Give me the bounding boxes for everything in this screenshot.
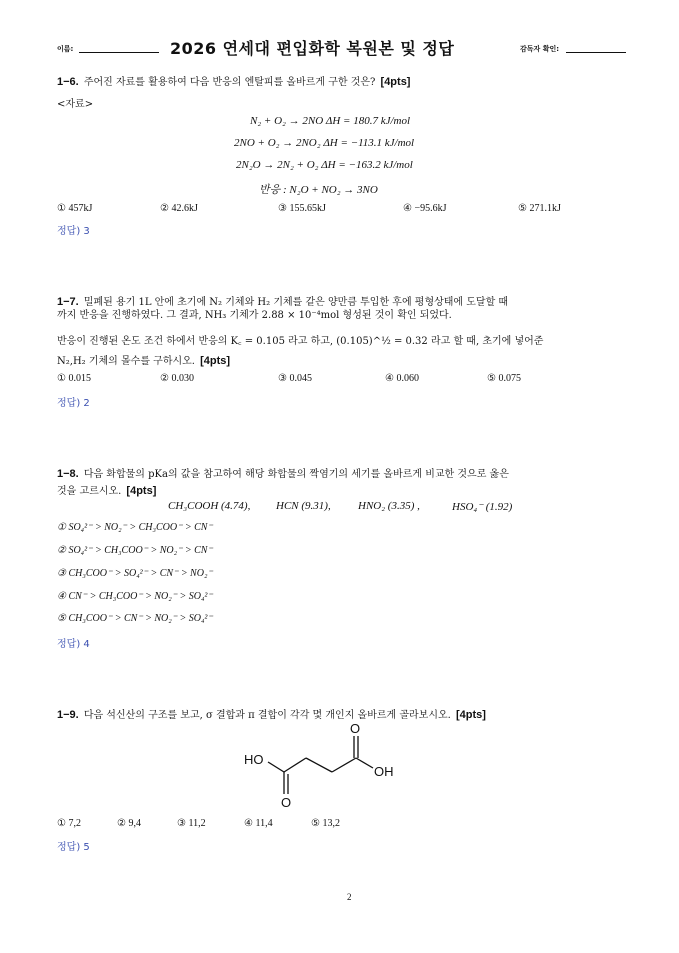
choice-5: ⑤ 13,2: [311, 818, 340, 829]
hydroxyl-label-right: OH: [374, 764, 394, 779]
choice-1: ① 7,2: [57, 818, 81, 829]
choice-1: ① 457kJ: [57, 203, 93, 214]
question-text: N₂,H₂ 기체의 몰수를 구하시오.: [57, 356, 195, 367]
points: [4pts]: [380, 76, 411, 88]
bond-lines: [268, 736, 373, 794]
question-number: 1−8.: [57, 468, 79, 480]
bond: [268, 762, 284, 772]
choice-4: ④ 0.060: [385, 373, 419, 384]
carbonyl-oxygen-top: O: [350, 721, 361, 736]
name-blank: [79, 52, 159, 53]
compound-1: CH₃COOH (4.74),: [168, 500, 251, 512]
bond: [356, 758, 373, 768]
question-text: 것을 고르시오.: [57, 486, 122, 497]
compound-3: HNO₂ (3.35) ,: [358, 500, 420, 512]
choice-5: ⑤ CH₃COO⁻ > CN⁻ > NO₂⁻ > SO₄²⁻: [57, 613, 213, 624]
question-7-line-2: 까지 반응을 진행하였다. 그 결과, NH₃ 기체가 2.88 × 10⁻⁴mol 형성된 것이 확인 되었다.: [57, 310, 452, 321]
answer: 정답) 2: [57, 398, 90, 409]
compound-4: HSO₄⁻ (1.92): [452, 501, 513, 513]
page-title: 2026 연세대 편입화학 복원본 및 정답: [170, 39, 455, 58]
choice-3: ③ CH₃COO⁻ > SO₄²⁻ > CN⁻ > NO₂⁻: [57, 568, 213, 579]
succinic-acid-structure: [236, 718, 416, 810]
choice-3: ③ 155.65kJ: [278, 203, 326, 214]
data-label: <자료>: [57, 99, 94, 110]
equation-1: N₂ + O₂ → 2NO ΔH = 180.7 kJ/mol: [250, 115, 411, 127]
question-text: 주어진 자료를 활용하여 다음 반응의 엔탈피를 올바르게 구한 것은?: [83, 77, 376, 88]
choice-3: ③ 0.045: [278, 373, 312, 384]
target-reaction: 반응 : N₂O + NO₂ → 3NO: [259, 184, 378, 196]
choice-2: ② 42.6kJ: [160, 203, 198, 214]
question-text: 다음 석신산의 구조를 보고, σ 결합과 π 결합이 각각 몇 개인지 올바르게 골라보시오.: [83, 710, 451, 721]
equation-3: 2N₂O → 2N₂ + O₂ ΔH = −163.2 kJ/mol: [236, 159, 413, 171]
choice-2: ② 0.030: [160, 373, 194, 384]
choice-5: ⑤ 0.075: [487, 373, 521, 384]
hydroxyl-label-left: HO: [244, 752, 264, 767]
choice-3: ③ 11,2: [177, 818, 206, 829]
question-7-line-4: [57, 349, 230, 368]
choice-1: ① SO₄²⁻ > NO₂⁻ > CH₃COO⁻ > CN⁻: [57, 522, 213, 533]
points: [4pts]: [455, 709, 486, 721]
choice-4: ④ 11,4: [244, 818, 273, 829]
question-text: 밀폐된 용기 1L 안에 초기에 N₂ 기체와 H₂ 기체를 같은 양만큼 투입한 후에 평형상태에 도달할 때: [83, 297, 509, 308]
question-number: 1−7.: [57, 296, 79, 308]
name-label: 이름:: [57, 45, 74, 53]
answer: 정답) 4: [57, 639, 90, 650]
question-8-line-2: [57, 479, 156, 498]
bond: [306, 758, 332, 772]
choice-2: ② 9,4: [117, 818, 141, 829]
carbonyl-oxygen-bottom: O: [281, 795, 292, 810]
supervisor-blank: [566, 52, 626, 53]
question-number: 1−9.: [57, 709, 79, 721]
choice-4: ④ CN⁻ > CH₃COO⁻ > NO₂⁻ > SO₄²⁻: [57, 591, 213, 602]
choice-1: ① 0.015: [57, 373, 91, 384]
answer: 정답) 5: [57, 842, 90, 853]
compound-2: HCN (9.31),: [276, 500, 331, 512]
answer: 정답) 3: [57, 226, 90, 237]
question-6-prompt: [57, 70, 410, 89]
bond: [284, 758, 306, 772]
question-number: 1−6.: [57, 76, 79, 88]
points: [4pts]: [126, 485, 157, 497]
points: [4pts]: [200, 355, 231, 367]
question-7-line-3: 반응이 진행된 온도 조건 하에서 반응의 K꜀ = 0.105 라고 하고, (0.105)^½ = 0.32 라고 할 때, 초기에 넣어준: [57, 336, 544, 347]
equation-2: 2NO + O₂ → 2NO₂ ΔH = −113.1 kJ/mol: [234, 137, 415, 149]
bond: [332, 758, 356, 772]
choice-5: ⑤ 271.1kJ: [518, 203, 561, 214]
supervisor-label: 감독자 확인:: [520, 45, 560, 53]
choice-2: ② SO₄²⁻ > CH₃COO⁻ > NO₂⁻ > CN⁻: [57, 545, 213, 556]
choice-4: ④ −95.6kJ: [403, 203, 447, 214]
page-number: 2: [347, 892, 352, 902]
question-text: 다음 화합물의 pKa의 값을 참고하여 해당 화합물의 짝염기의 세기를 올바르게 비교한 것으로 옳은: [83, 469, 509, 480]
